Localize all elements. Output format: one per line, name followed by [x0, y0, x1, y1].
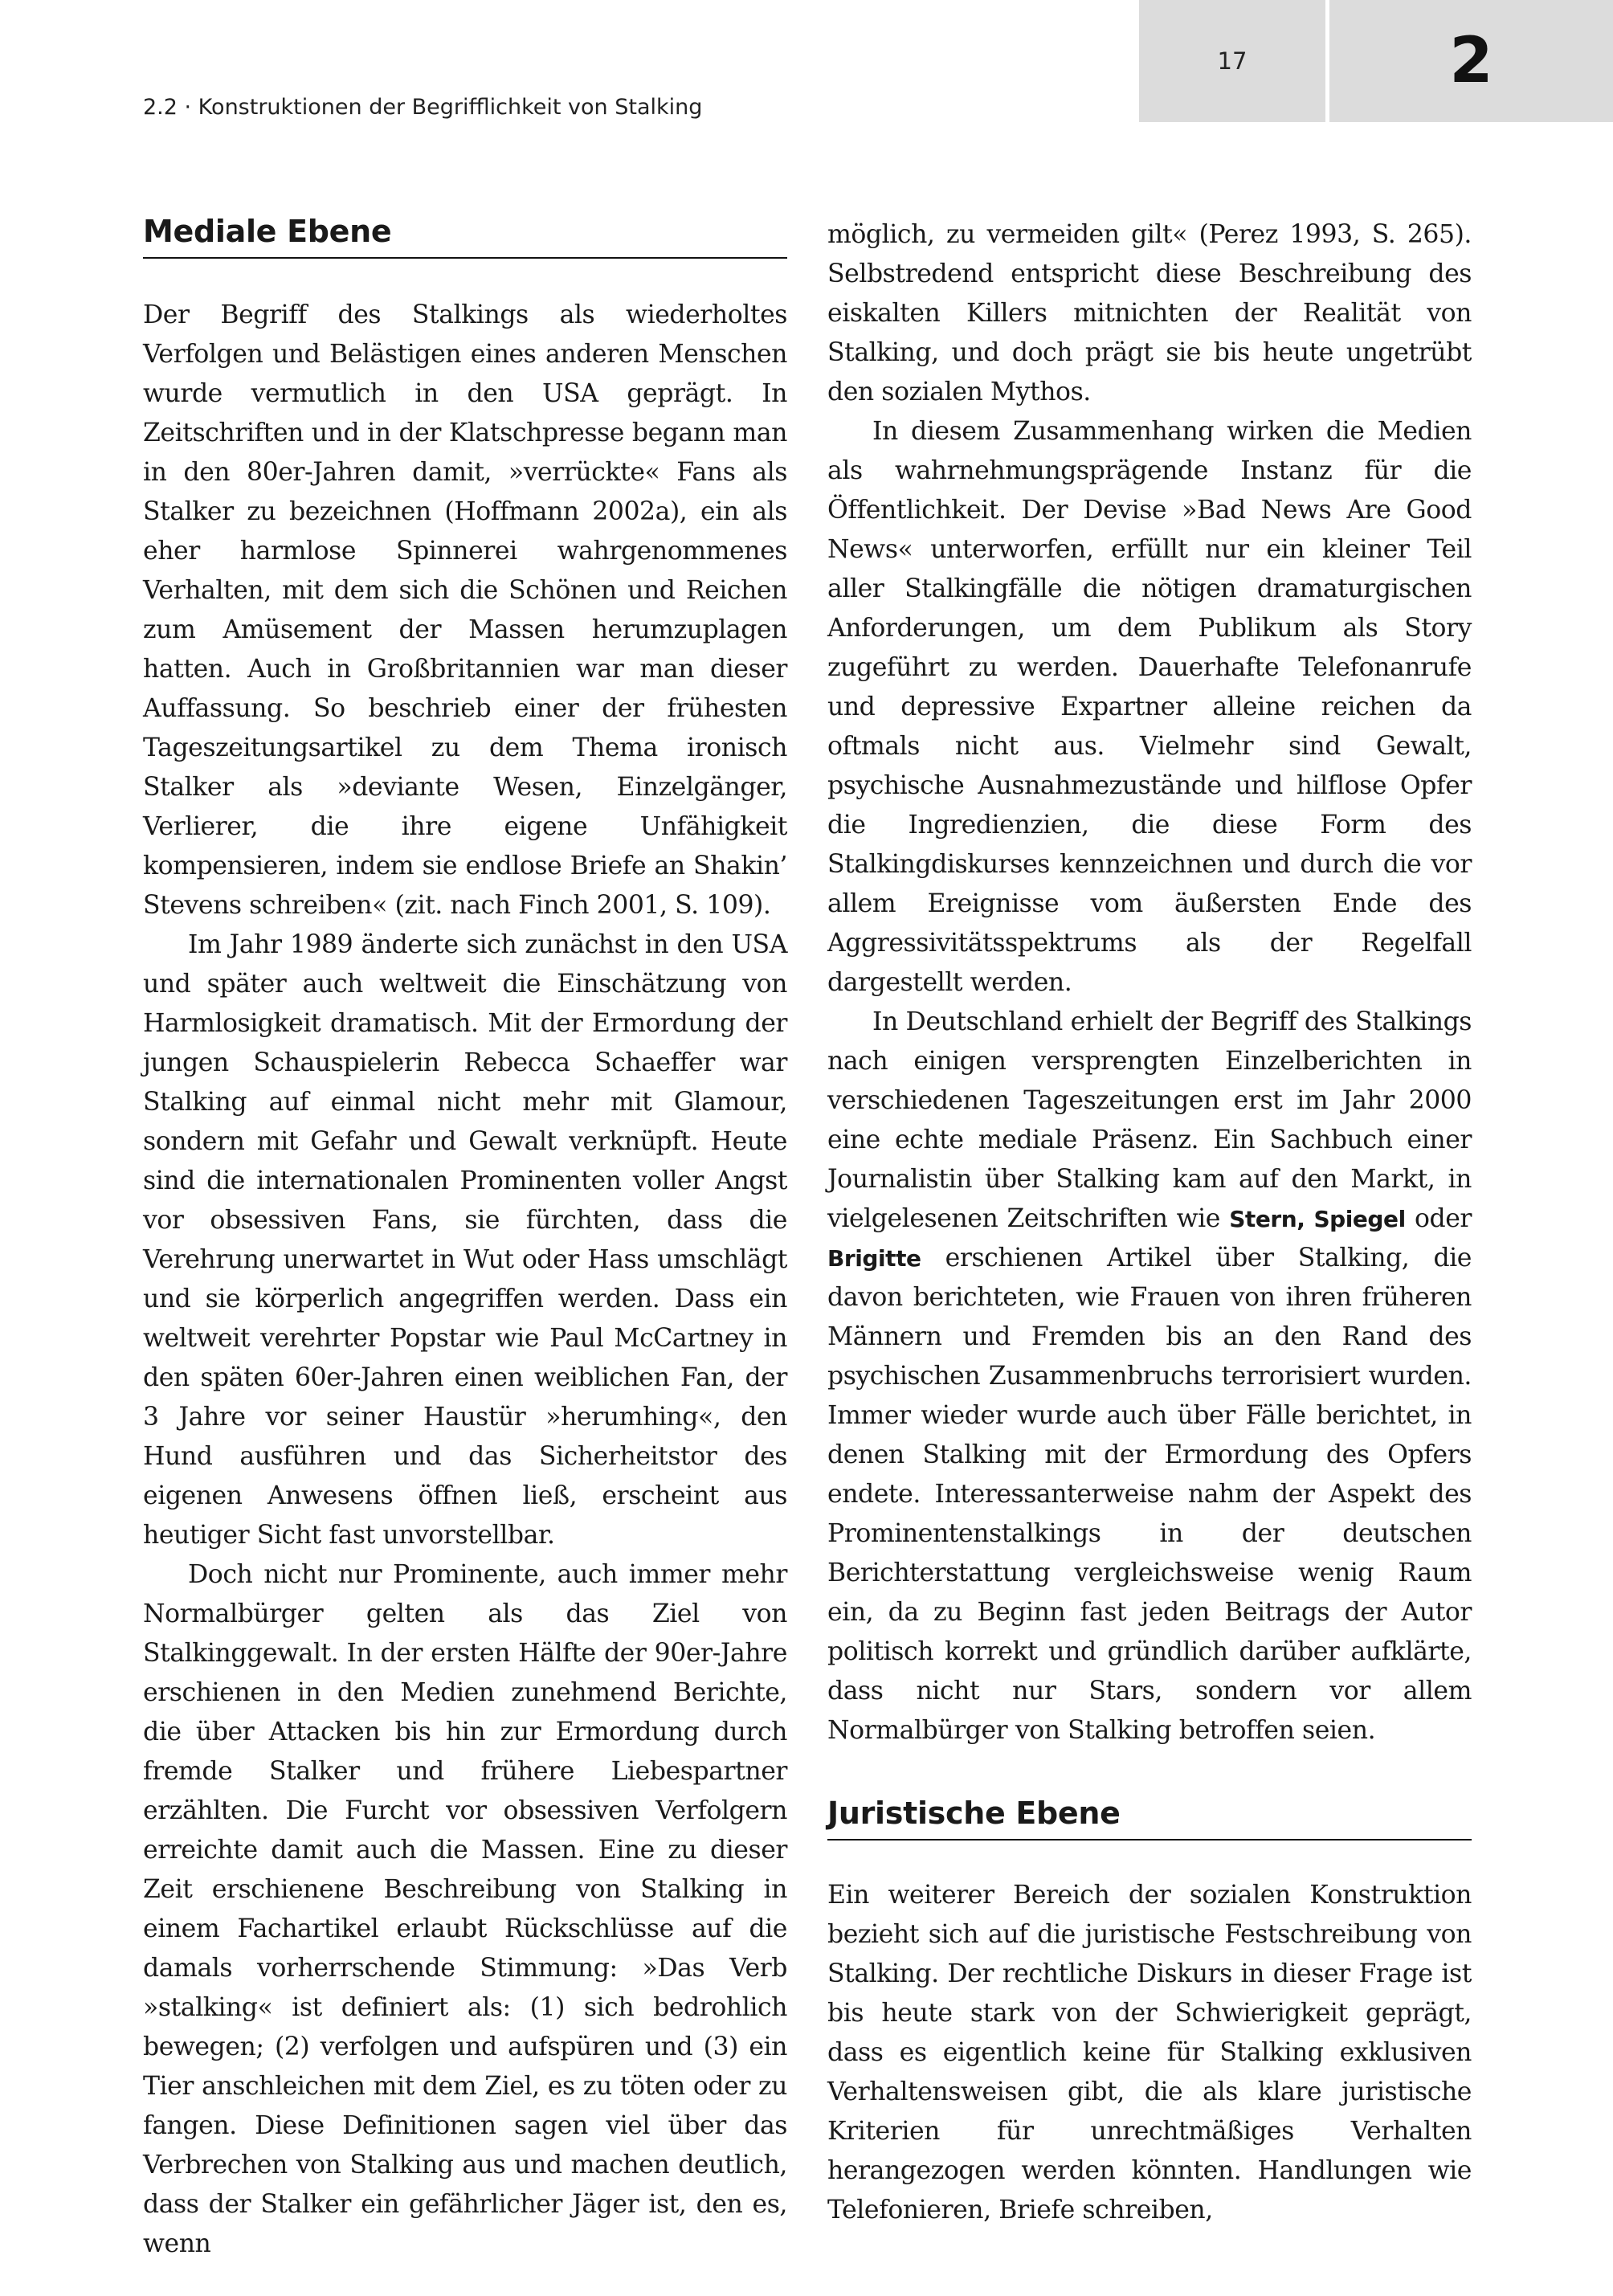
magazine-title-stern: Stern — [1229, 1206, 1297, 1232]
page-number: 17 — [1139, 0, 1325, 122]
paragraph: Der Begriff des Stalkings als wiederholtes Verfolgen und Belästigen eines anderen Menschen wurde vermutlich in den USA geprägt. In Zeitschriften und in der Klatschpresse begann man in den 80er-Jahren damit, »verrückte« Fans als Stalker zu bezeichnen (Hoffmann 2002a), ein als eher harmlose Spinnerei wahrgenommenes Verhalten, mit dem sich die Schönen und Reichen zum Amüsement der Massen herumzuplagen hatten. Auch in Großbritannien war man dieser Auffassung. So beschrieb einer der frühesten Tageszeitungsartikel zu dem Thema ironisch Stalker als »deviante Wesen, Einzelgänger, Verlierer, die ihre eigene Unfähigkeit kompensieren, indem sie endlose Briefe an Shakin’ Stevens schreiben« (zit. nach Finch 2001, S. 109). — [143, 300, 787, 920]
paragraph: Doch nicht nur Prominente, auch immer mehr Normalbürger gelten als das Ziel von Stalkinggewalt. In der ersten Hälfte der 90er-Jahre erschienen in den Medien zunehmend Berichte, die über Attacken bis hin zur Ermordung durch fremde Stalker und frühere Liebespartner erzählten. Die Furcht vor obsessiven Verfolgern erreichte damit auch die Massen. Eine zu dieser Zeit erschienene Beschreibung von Stalking in einem Fachartikel erlaubt Rückschlüsse auf die damals vorherrschende Stimmung: »Das Verb »stalking« ist definiert als: (1) sich bedrohlich bewegen; (2) verfolgen und aufspüren und (3) ein Tier anschleichen mit dem Ziel, es zu töten oder zu fangen. Diese Definitionen sagen viel über das Verbrechen von Stalking aus und machen deutlich, dass der Stalker ein gefährlicher Jäger ist, den es, wenn — [143, 1560, 787, 2258]
right-column — [827, 215, 1472, 2230]
paragraph: In diesem Zusammenhang wirken die Medien als wahrnehmungsprägende Instanz für die Öffentlichkeit. Der Devise »Bad News Are Good News« unterworfen, erfüllt nur ein kleiner Teil aller Stalkingfälle die nötigen dramaturgischen Anforderungen, um dem Publikum als Story zugeführt zu werden. Dauerhafte Telefonanrufe und depressive Expartner alleine reichen da oftmals nicht aus. Vielmehr sind Gewalt, psychische Ausnahmezustände und hilflose Opfer die Ingredienzien, die diese Form des Stalkingdiskurses kennzeichnen und durch die vor allem Ereignisse vom äußersten Ende des Aggressivitätsspektrums als der Regelfall dargestellt werden. — [827, 417, 1472, 997]
magazine-title-spiegel: Spiegel — [1313, 1206, 1406, 1232]
text-run: erschienen Artikel über Stalking, die davon berichteten, wie Frauen von ihren früheren Männern und Fremden bis an den Rand des psychischen Zusammenbruchs terrorisiert wurden. Immer wieder wurde auch über Fälle berichtet, in denen Stalking mit der Ermordung des Opfers endete. Interessanterweise nahm der Aspekt des Prominentenstalkings in der deutschen Berichterstattung vergleichsweise wenig Raum ein, da zu Beginn fast jeden Beitrags der Autor politisch korrekt und gründlich darüber aufklärte, dass nicht nur Stars, sondern vor allem Normalbürger von Stalking betroffen seien. — [827, 1244, 1472, 1745]
text-run: In Deutschland erhielt der Begriff des Stalkings nach einigen versprengten Einzelberichten in verschiedenen Tageszeitungen erst im Jahr 2000 eine echte mediale Präsenz. Ein Sachbuch einer Journalistin über Stalking kam auf den Markt, in vielgelesenen Zeitschriften wie — [827, 1007, 1472, 1233]
section-heading-mediale-ebene: Mediale Ebene — [143, 214, 787, 259]
left-column — [143, 214, 787, 2264]
chapter-number: 2 — [1329, 0, 1613, 122]
running-header: 2.2 · Konstruktionen der Begrifflichkeit von Stalking — [143, 95, 703, 120]
paragraph-continued: möglich, zu vermeiden gilt« (Perez 1993, S. 265). Selbstredend entspricht diese Beschreibung des eiskalten Killers mitnichten der Realität von Stalking, und doch prägt sie bis heute ungetrübt den sozialen Mythos. — [827, 220, 1472, 406]
magazine-title-brigitte: Brigitte — [827, 1245, 921, 1272]
paragraph — [827, 1003, 1472, 1751]
section-heading-juristische-ebene: Juristische Ebene — [827, 1796, 1472, 1840]
paragraph: Ein weiterer Bereich der sozialen Konstruktion bezieht sich auf die juristische Festschreibung von Stalking. Der rechtliche Diskurs in dieser Frage ist bis heute stark von der Schwierigkeit geprägt, dass es eigentlich keine für Stalking exklusiven Verhaltensweisen gibt, die als klare juristische Kriterien für unrechtmäßiges Verhalten herangezogen werden könnten. Handlungen wie Telefonieren, Briefe schreiben, — [827, 1881, 1472, 2225]
paragraph: Im Jahr 1989 änderte sich zunächst in den USA und später auch weltweit die Einschätzung von Harmlosigkeit dramatisch. Mit der Ermordung der jungen Schauspielerin Rebecca Schaeffer war Stalking auf einmal nicht mehr mit Glamour, sondern mit Gefahr und Gewalt verknüpft. Heute sind die internationalen Prominenten voller Angst vor obsessiven Fans, sie fürchten, dass die Verehrung unerwartet in Wut oder Hass umschlägt und sie körperlich angegriffen werden. Dass ein weltweit verehrter Popstar wie Paul McCartney in den späten 60er-Jahren einen weiblichen Fan, der 3 Jahre vor seiner Haustür »herumhing«, den Hund ausführen und das Sicherheitstor des eigenen Anwesens öffnen ließ, erscheint aus heutiger Sicht fast unvorstellbar. — [143, 930, 787, 1550]
separator: oder — [1405, 1204, 1472, 1233]
separator: , — [1297, 1206, 1314, 1232]
